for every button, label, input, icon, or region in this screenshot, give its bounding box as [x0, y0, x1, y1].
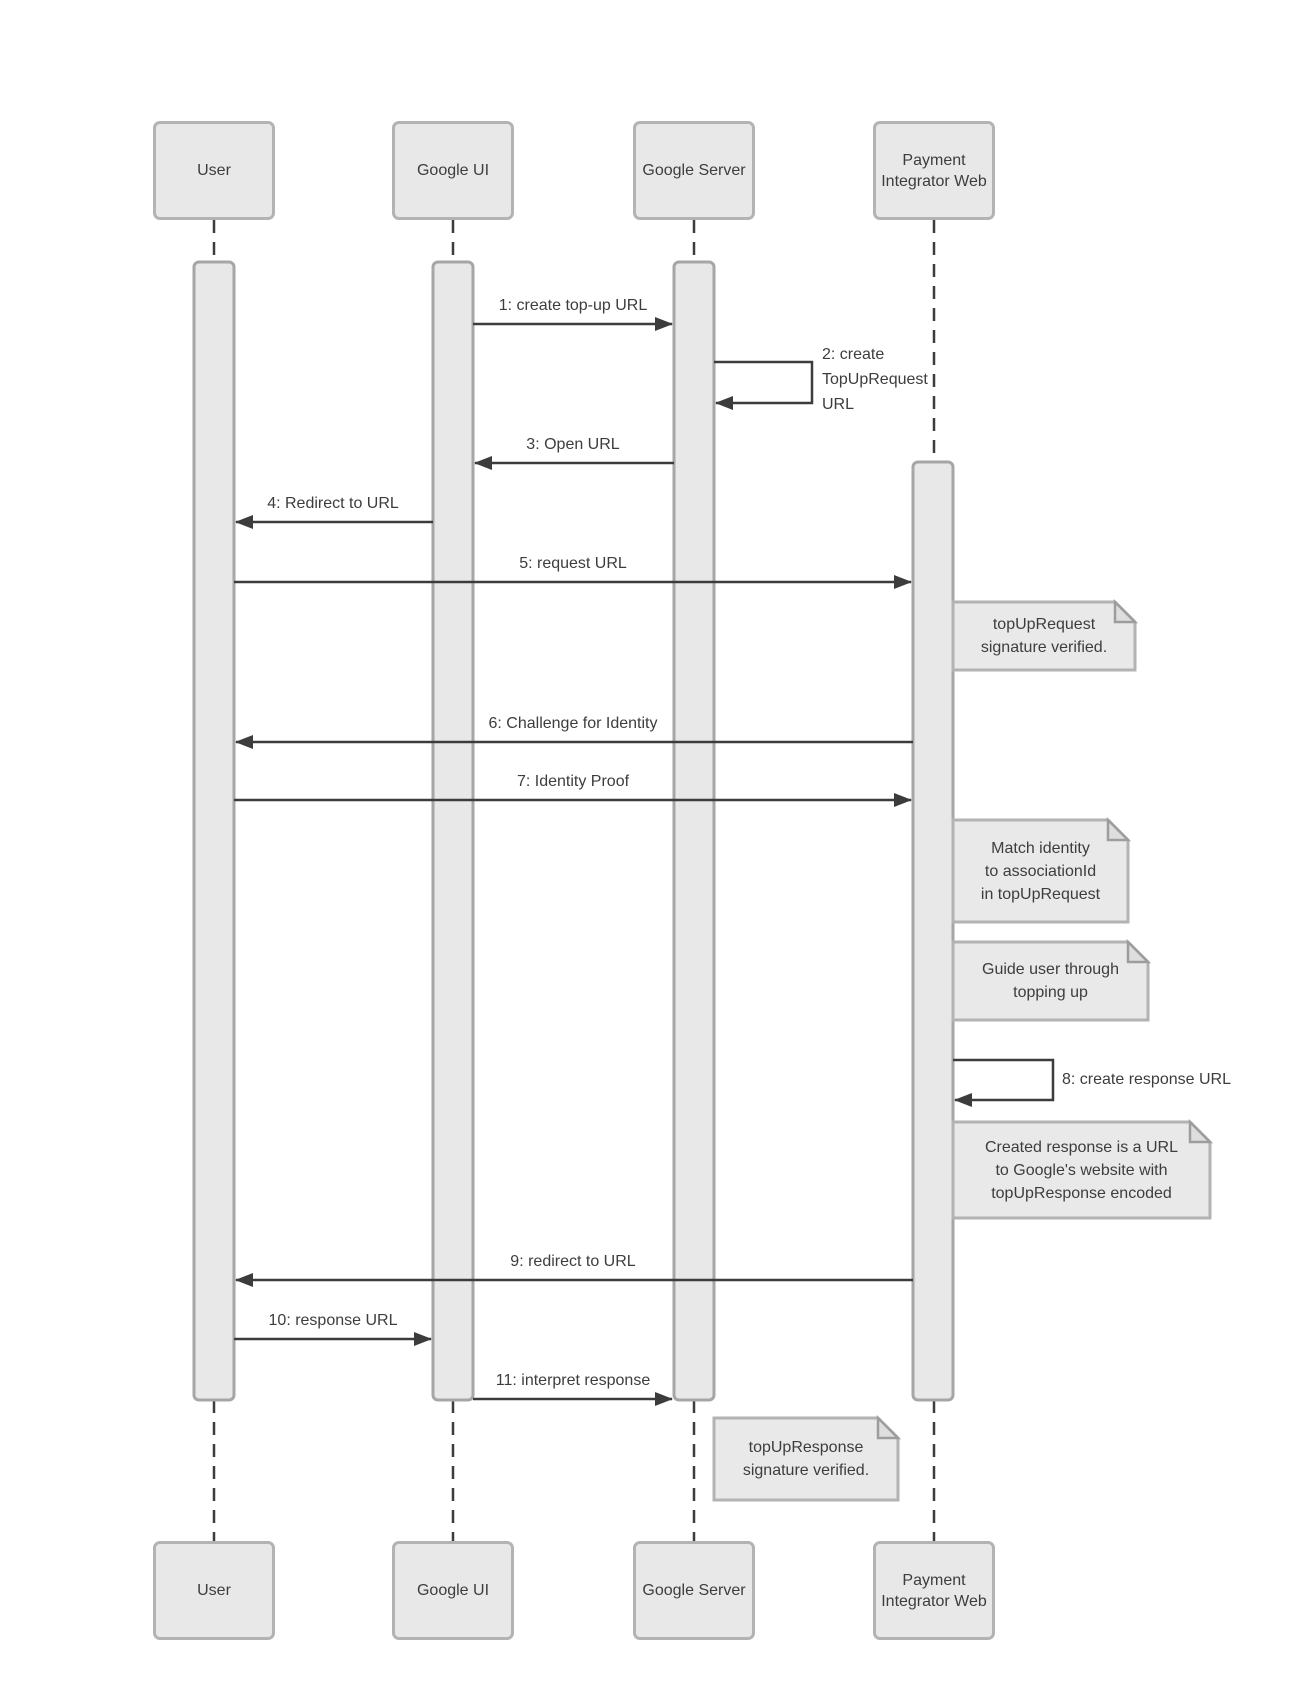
message-label-1: 1: create top-up URL	[498, 297, 648, 314]
note-line: topping up	[1013, 984, 1088, 1001]
activation-bar-google-ui	[433, 262, 473, 1400]
participant-box-google-server-top	[633, 121, 755, 220]
message-label-6: 6: Challenge for Identity	[488, 715, 658, 732]
participant-box-google-ui-bottom	[392, 1541, 514, 1640]
note-line: Match identity	[991, 839, 1090, 857]
participant-box-payment-integrator-bottom	[873, 1541, 995, 1640]
message-label-2	[822, 342, 928, 417]
participant-box-google-ui-top	[392, 121, 514, 220]
participant-label: Google Server	[642, 1582, 746, 1599]
message-label-5: 5: request URL	[519, 555, 627, 572]
note-guide-user	[953, 942, 1148, 1020]
note-shapes	[714, 602, 1210, 1500]
note-line: topUpResponse	[748, 1439, 864, 1456]
lifelines	[214, 220, 934, 1541]
message-label-3: 3: Open URL	[526, 436, 620, 453]
note-topupresponse-verified	[714, 1418, 898, 1500]
activation-bar-google-server	[674, 262, 714, 1400]
message-label-7: 7: Identity Proof	[516, 773, 630, 790]
participant-label: Payment Integrator Web	[881, 151, 987, 190]
activation-bars	[194, 262, 953, 1400]
participant-box-user-bottom	[153, 1541, 275, 1640]
note-created-response	[953, 1122, 1210, 1218]
note-topuprequest-verified	[953, 602, 1135, 670]
note-line: to Google's website with	[995, 1161, 1168, 1179]
message-label-4: 4: Redirect to URL	[267, 495, 399, 512]
note-line: Created response is a URL	[985, 1138, 1178, 1156]
participant-label: Payment Integrator Web	[881, 1571, 987, 1610]
note-line: topUpResponse encoded	[991, 1184, 1172, 1202]
note-line: signature verified.	[980, 639, 1108, 656]
participant-label: Google UI	[416, 1582, 490, 1599]
note-line: topUpRequest	[992, 616, 1096, 633]
note-line: in topUpRequest	[980, 885, 1101, 903]
message-arrow-8-self	[953, 1060, 1053, 1100]
note-line: signature verified.	[742, 1462, 870, 1479]
activation-bar-user	[194, 262, 234, 1400]
participant-label: User	[197, 1582, 231, 1599]
message-label-2-line: URL	[822, 396, 855, 413]
message-label-9: 9: redirect to URL	[510, 1253, 636, 1270]
message-label-8: 8: create response URL	[1062, 1071, 1231, 1088]
message-label-10: 10: response URL	[268, 1312, 398, 1329]
participant-box-user-top	[153, 121, 275, 220]
note-match-identity	[953, 820, 1128, 922]
message-label-11: 11: interpret response	[495, 1372, 651, 1389]
message-label-2-line: 2: create	[822, 346, 885, 363]
activation-bar-payment-integrator	[913, 462, 953, 1400]
participant-label: Google Server	[642, 162, 746, 179]
message-label-2-line: TopUpRequest	[822, 371, 928, 388]
participant-box-payment-integrator-top	[873, 121, 995, 220]
note-line: Guide user through	[982, 961, 1119, 978]
note-line: to associationId	[984, 862, 1097, 880]
participant-label: Google UI	[416, 162, 490, 179]
participant-label: User	[197, 162, 231, 179]
message-arrow-2-self	[714, 362, 812, 403]
participant-box-google-server-bottom	[633, 1541, 755, 1640]
